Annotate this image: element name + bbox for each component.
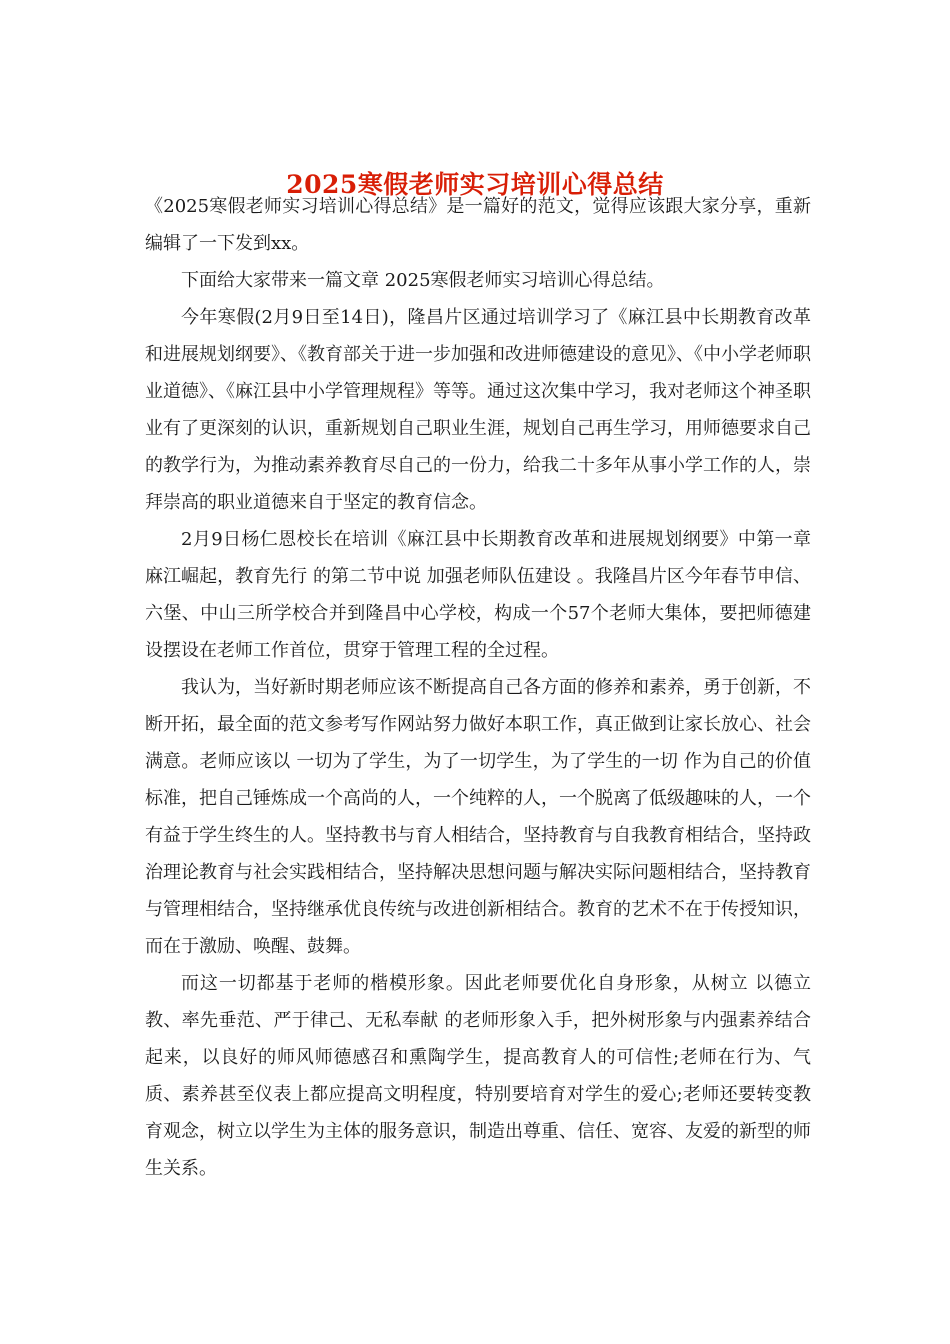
body-paragraph-5: 而这一切都基于老师的楷模形象。因此老师要优化自身形象，从树立 以德立教、率先垂范、严于律己、无私奉献 的老师形象入手，把外树形象与内强素养结合起来，以良好的师风师德感召和熏陶学生，提高教育人的可信性;老师在行为、气质、素养甚至仪表上都应提高文明程度，特别要培育对学生的爱心;老师还要转变教育观念，树立以学生为主体的服务意识，制造出尊重、信任、宽容、友爱的新型的师生关系。 xyxy=(145,973,811,1179)
document-title: 2025寒假老师实习培训心得总结 xyxy=(286,169,664,199)
body-paragraph-3: 2月9日杨仁恩校长在培训《麻江县中长期教育改革和进展规划纲要》中第一章 麻江崛起，教育先行 的第二节中说 加强老师队伍建设 。我隆昌片区今年春节申信、六堡、中山三所学校合并到隆昌中心学校，构成一个57个老师大集体，要把师德建设摆设在老师工作首位，贯穿于管理工程的全过程。 xyxy=(145,529,811,661)
body-paragraph-1: 下面给大家带来一篇文章 2025寒假老师实习培训心得总结。 xyxy=(181,270,665,291)
body-paragraph-2: 今年寒假(2月9日至14日)，隆昌片区通过培训学习了《麻江县中长期教育改革和进展规划纲要》、《教育部关于进一步加强和改进师德建设的意见》、《中小学老师职业道德》、《麻江县中小学管理规程》等等。通过这次集中学习，我对老师这个神圣职业有了更深刻的认识，重新规划自己职业生涯，规划自己再生学习，用师德要求自己的教学行为，为推动素养教育尽自己的一份力，给我二十多年从事小学工作的人，崇拜崇高的职业道德来自于坚定的教育信念。 xyxy=(145,307,811,513)
document-body xyxy=(145,188,811,1187)
body-paragraph-4: 我认为，当好新时期老师应该不断提高自己各方面的修养和素养，勇于创新，不断开拓，最全面的范文参考写作网站努力做好本职工作，真正做到让家长放心、社会满意。老师应该以 一切为了学生，为了一切学生，为了学生的一切 作为自己的价值标准，把自己锤炼成一个高尚的人，一个纯粹的人，一个脱离了低级趣味的人，一个有益于学生终生的人。坚持教书与育人相结合，坚持教育与自我教育相结合，坚持政治理论教育与社会实践相结合，坚持解决思想问题与解决实际问题相结合，坚持教育与管理相结合，坚持继承优良传统与改进创新相结合。教育的艺术不在于传授知识，而在于激励、唤醒、鼓舞。 xyxy=(145,677,811,957)
intro-paragraph: 《2025寒假老师实习培训心得总结》是一篇好的范文，觉得应该跟大家分享，重新编辑了一下发到xx。 xyxy=(145,196,811,254)
